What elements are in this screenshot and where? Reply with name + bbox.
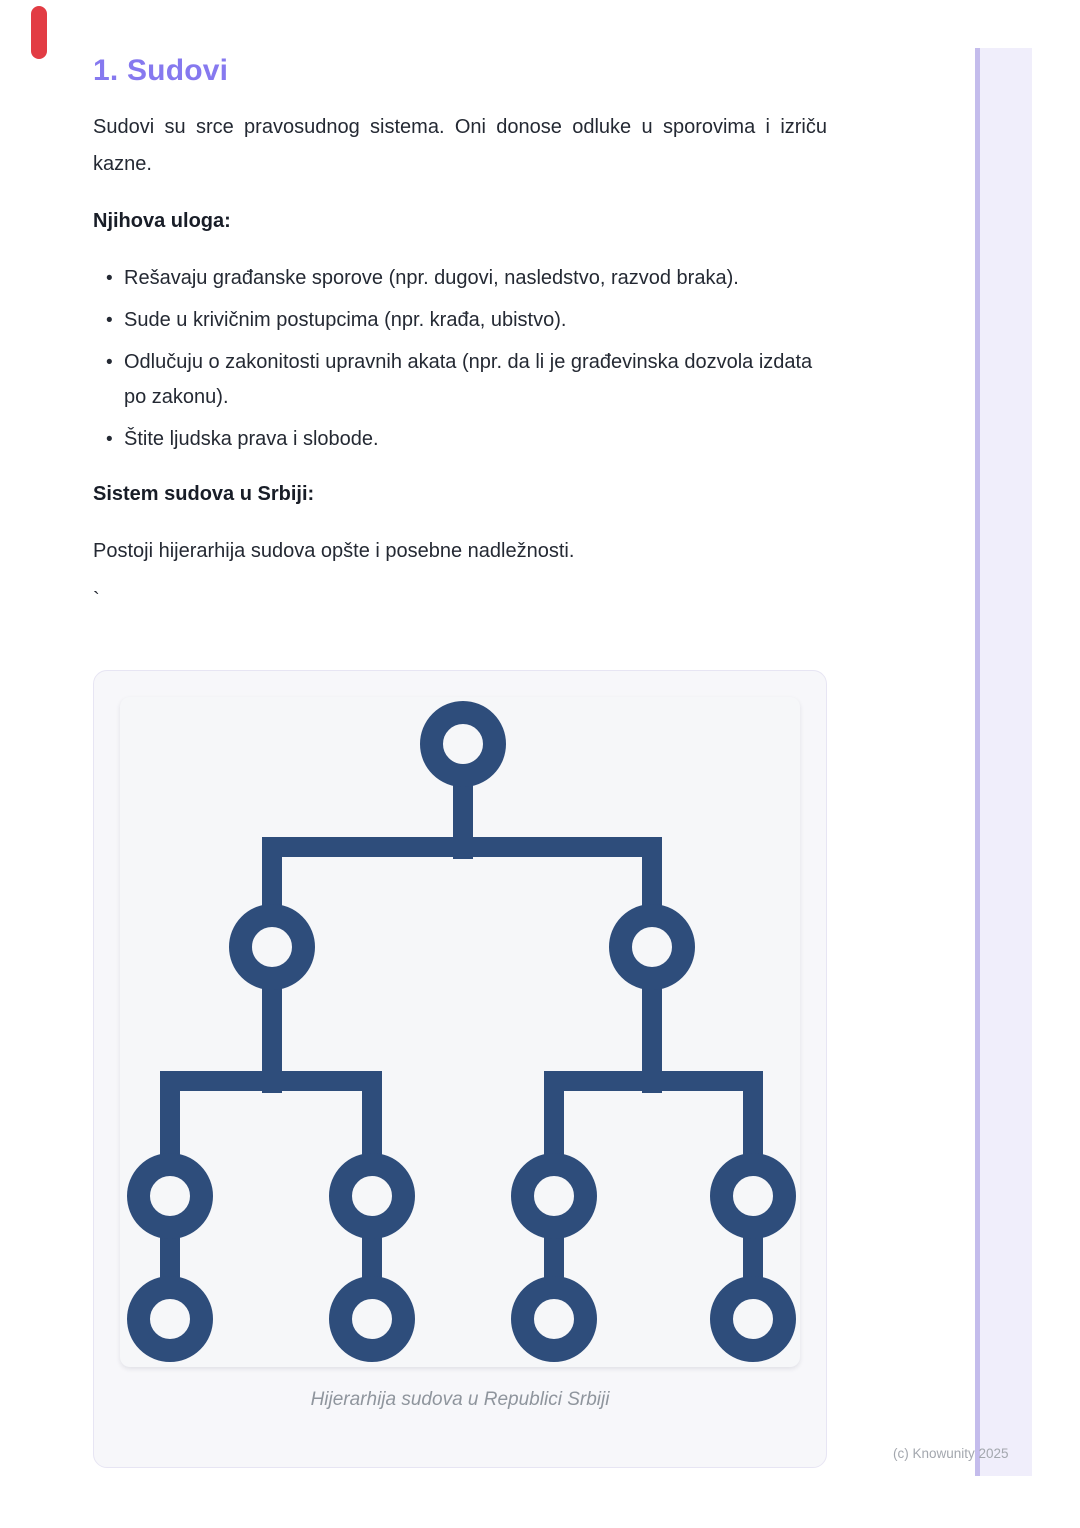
system-paragraph: Postoji hijerarhija sudova opšte i posebne nadležnosti.	[93, 540, 575, 562]
stray-backtick: `	[93, 589, 100, 611]
roles-list	[93, 261, 827, 457]
root-node	[432, 713, 495, 776]
list-item-text: Odlučuju o zakonitosti upravnih akata (npr. da li je građevinska dozvola izdata po zakonu).	[124, 351, 813, 408]
roles-heading: Njihova uloga:	[93, 210, 231, 232]
figure-card	[93, 670, 827, 1468]
list-item-text: Rešavaju građanske sporove (npr. dugovi, nasledstvo, razvod braka).	[124, 267, 739, 289]
intro-paragraph: Sudovi su srce pravosudnog sistema. Oni donose odluke u sporovima i izriču kazne.	[93, 116, 827, 175]
page-title: 1. Sudovi	[93, 54, 229, 87]
list-item	[93, 422, 827, 457]
level4-node	[139, 1288, 202, 1351]
level3-node	[523, 1165, 586, 1228]
bullet-icon: •	[106, 310, 113, 331]
level4-node	[523, 1288, 586, 1351]
list-item	[93, 345, 827, 415]
level2-node	[621, 916, 684, 979]
level3-node	[139, 1165, 202, 1228]
list-item-text: Sude u krivičnim postupcima (npr. krađa, ubistvo).	[124, 309, 567, 331]
bullet-icon: •	[106, 429, 113, 450]
level3-node	[722, 1165, 785, 1228]
list-item	[93, 303, 827, 338]
level3-node	[341, 1165, 404, 1228]
scrollbar-track[interactable]	[975, 48, 1032, 1476]
list-item	[93, 261, 827, 296]
red-marker	[31, 6, 47, 59]
court-hierarchy-tree-icon	[120, 697, 800, 1367]
diagram-image	[120, 697, 800, 1367]
bullet-icon: •	[106, 352, 113, 373]
level4-node	[341, 1288, 404, 1351]
level2-node	[241, 916, 304, 979]
bullet-icon: •	[106, 268, 113, 289]
level4-node	[722, 1288, 785, 1351]
figure-caption: Hijerarhija sudova u Republici Srbiji	[310, 1389, 610, 1410]
copyright-text: (c) Knowunity 2025	[893, 1446, 1009, 1461]
system-heading: Sistem sudova u Srbiji:	[93, 483, 315, 505]
tree-connectors	[170, 781, 753, 1289]
document-content	[93, 0, 827, 1468]
list-item-text: Štite ljudska prava i slobode.	[124, 428, 379, 450]
